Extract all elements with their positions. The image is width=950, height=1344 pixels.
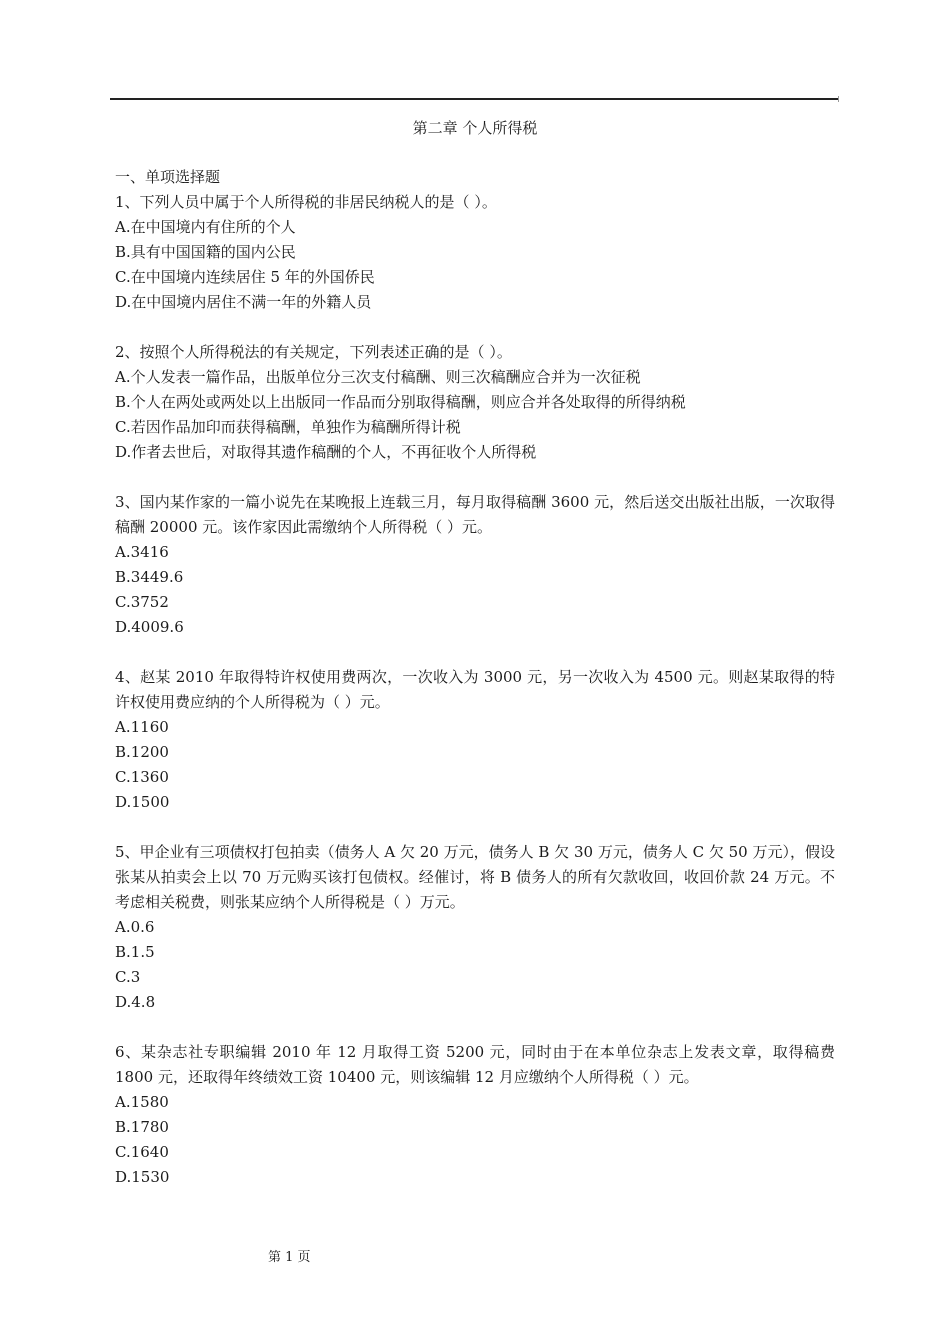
option-a: A.3416 [115, 543, 169, 561]
option-c: C.1360 [115, 768, 169, 786]
option-c: C.3 [115, 968, 141, 986]
option-b: B.个人在两处或两处以上出版同一作品而分别取得稿酬，则应合并各处取得的所得纳税 [115, 393, 686, 411]
option-a: A.1580 [115, 1093, 169, 1111]
option-b: B.1.5 [115, 943, 155, 961]
option-d: D.1500 [115, 793, 170, 811]
question-2 [115, 340, 835, 465]
section-heading: 一、单项选择题 [115, 168, 221, 186]
question-stem: 6、某杂志社专职编辑 2010 年 12 月取得工资 5200 元，同时由于在本单位杂志上发表文章，取得稿费 1800 元，还取得年终绩效工资 10400 元，则该编辑 12 月应缴纳个人所得税（ ）元。 [115, 1043, 835, 1086]
option-c: C.1640 [115, 1143, 169, 1161]
document-body [115, 165, 835, 1215]
option-b: B.具有中国国籍的国内公民 [115, 243, 296, 261]
option-d: D.作者去世后，对取得其遗作稿酬的个人，不再征收个人所得税 [115, 443, 537, 461]
option-b: B.3449.6 [115, 568, 184, 586]
question-stem: 5、甲企业有三项债权打包拍卖（债务人 A 欠 20 万元，债务人 B 欠 30 万元，债务人 C 欠 50 万元），假设张某从拍卖会上以 70 万元购买该打包债权。经催讨，将 B 债务人的所有欠款收回，收回价款 24 万元。不考虑相关税费，则张某应纳个人所得税是（ ）万元。 [115, 843, 835, 911]
option-d: D.1530 [115, 1168, 170, 1186]
page-number: 第 1 页 [268, 1250, 311, 1265]
option-d: D.4009.6 [115, 618, 184, 636]
option-c: C.若因作品加印而获得稿酬，单独作为稿酬所得计税 [115, 418, 461, 436]
option-list [115, 540, 835, 640]
option-list [115, 915, 835, 1015]
option-list [115, 1090, 835, 1190]
question-3 [115, 490, 835, 640]
option-a: A.1160 [115, 718, 169, 736]
question-6 [115, 1040, 835, 1190]
question-1 [115, 190, 835, 315]
option-c: C.3752 [115, 593, 169, 611]
question-stem: 2、按照个人所得税法的有关规定，下列表述正确的是（ ）。 [115, 343, 512, 361]
option-c: C.在中国境内连续居住 5 年的外国侨民 [115, 268, 375, 286]
question-stem: 4、赵某 2010 年取得特许权使用费两次，一次收入为 3000 元，另一次收入为 4500 元。则赵某取得的特许权使用费应纳的个人所得税为（ ）元。 [115, 668, 835, 711]
document-title: 第二章 个人所得税 [412, 119, 538, 137]
option-b: B.1200 [115, 743, 169, 761]
question-5 [115, 840, 835, 1015]
question-4 [115, 665, 835, 815]
option-d: D.4.8 [115, 993, 156, 1011]
option-b: B.1780 [115, 1118, 169, 1136]
option-list [115, 715, 835, 815]
option-a: A.0.6 [115, 918, 155, 936]
question-stem: 3、国内某作家的一篇小说先在某晚报上连载三月，每月取得稿酬 3600 元，然后送交出版社出版，一次取得稿酬 20000 元。该作家因此需缴纳个人所得税（ ）元。 [115, 493, 835, 536]
option-list [115, 365, 835, 465]
header-rule-tick [838, 96, 839, 102]
option-list [115, 215, 835, 315]
question-stem: 1、下列人员中属于个人所得税的非居民纳税人的是（ ）。 [115, 193, 497, 211]
option-d: D.在中国境内居住不满一年的外籍人员 [115, 293, 372, 311]
option-a: A.个人发表一篇作品，出版单位分三次支付稿酬、则三次稿酬应合并为一次征税 [115, 368, 641, 386]
option-a: A.在中国境内有住所的个人 [115, 218, 296, 236]
header-rule [110, 98, 839, 100]
